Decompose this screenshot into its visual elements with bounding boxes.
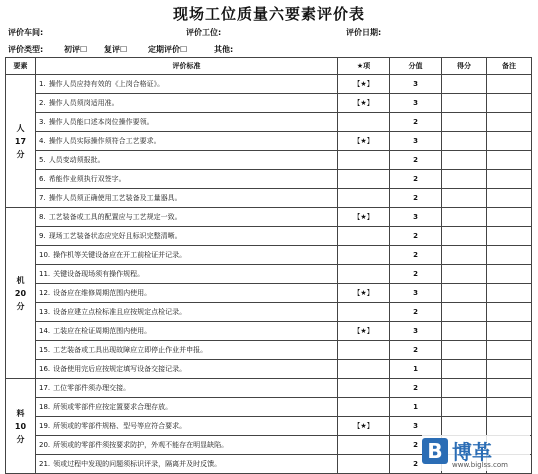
criteria-text: 操作人员应持有效的《上岗合格证》。: [48, 80, 165, 88]
points-cell: 2: [390, 341, 442, 360]
criteria-cell: [36, 227, 338, 246]
score-input-cell[interactable]: [442, 341, 487, 360]
remarks-cell[interactable]: [487, 132, 532, 151]
points-cell: 2: [390, 379, 442, 398]
criteria-text: 工艺装备或工具出现故障应立即停止作业并申报。: [53, 346, 208, 354]
criteria-cell: [36, 265, 338, 284]
criteria-cell: [36, 94, 338, 113]
criteria-text: 设备应在维修周期范围内使用。: [53, 289, 152, 297]
category-cell: 料 10 分: [6, 379, 36, 474]
table-row: [6, 94, 532, 113]
star-cell: [338, 265, 390, 284]
remarks-cell[interactable]: [487, 265, 532, 284]
item-number: 19.: [39, 422, 51, 430]
points-cell: 2: [390, 113, 442, 132]
criteria-cell: [36, 189, 338, 208]
page-title: 现场工位质量六要素评价表: [172, 5, 365, 23]
table-row: [6, 284, 532, 303]
item-number: 8.: [39, 213, 46, 221]
star-cell: [338, 303, 390, 322]
table-row: [6, 246, 532, 265]
header-star: ★项: [338, 58, 390, 75]
header-element: 要素: [6, 58, 36, 75]
item-number: 12.: [39, 289, 51, 297]
header-points: 分值: [390, 58, 442, 75]
remarks-cell[interactable]: [487, 303, 532, 322]
item-number: 13.: [39, 308, 51, 316]
criteria-cell: [36, 417, 338, 436]
points-cell: 2: [390, 436, 442, 455]
star-cell: [338, 379, 390, 398]
criteria-text: 希能作业须执行双签字。: [48, 175, 126, 183]
evaluation-table: [5, 57, 532, 474]
logo: [422, 435, 530, 471]
score-input-cell[interactable]: [442, 170, 487, 189]
star-cell: [338, 436, 390, 455]
points-cell: 3: [390, 322, 442, 341]
date-label: 评价日期:: [346, 28, 382, 37]
table-row: [6, 398, 532, 417]
score-input-cell[interactable]: [442, 379, 487, 398]
score-input-cell[interactable]: [442, 265, 487, 284]
header-remarks: 备注: [487, 58, 532, 75]
option-periodic[interactable]: 定期评价☐: [148, 45, 188, 54]
criteria-cell: [36, 151, 338, 170]
points-cell: 3: [390, 284, 442, 303]
star-cell: 【★】: [338, 417, 390, 436]
remarks-cell[interactable]: [487, 341, 532, 360]
criteria-cell: [36, 246, 338, 265]
table-row: [6, 227, 532, 246]
star-cell: [338, 246, 390, 265]
header-criteria: 评价标准: [36, 58, 338, 75]
station-label: 评价工位:: [186, 28, 222, 37]
criteria-cell: [36, 360, 338, 379]
item-number: 20.: [39, 441, 51, 449]
criteria-cell: [36, 132, 338, 151]
criteria-cell: [36, 322, 338, 341]
points-cell: 3: [390, 208, 442, 227]
star-cell: [338, 455, 390, 474]
table-row: [6, 151, 532, 170]
criteria-text: 操作人员须岗适用准。: [48, 99, 119, 107]
remarks-cell[interactable]: [487, 227, 532, 246]
criteria-text: 操作机等关键设备应在开工前检证并记录。: [53, 251, 187, 259]
star-cell: [338, 227, 390, 246]
remarks-cell[interactable]: [487, 417, 532, 436]
star-cell: 【★】: [338, 208, 390, 227]
score-input-cell[interactable]: [442, 284, 487, 303]
criteria-cell: [36, 303, 338, 322]
star-cell: 【★】: [338, 94, 390, 113]
criteria-cell: [36, 113, 338, 132]
remarks-cell[interactable]: [487, 208, 532, 227]
points-cell: 3: [390, 417, 442, 436]
table-row: [6, 379, 532, 398]
remarks-cell[interactable]: [487, 398, 532, 417]
category-cell: 人 17 分: [6, 75, 36, 208]
remarks-cell[interactable]: [487, 170, 532, 189]
item-number: 5.: [39, 156, 46, 164]
star-cell: [338, 151, 390, 170]
star-cell: 【★】: [338, 75, 390, 94]
points-cell: 2: [390, 189, 442, 208]
table-row: [6, 170, 532, 189]
criteria-cell: [36, 455, 338, 474]
category-cell: 机 20 分: [6, 208, 36, 379]
remarks-cell[interactable]: [487, 94, 532, 113]
points-cell: 2: [390, 170, 442, 189]
criteria-cell: [36, 379, 338, 398]
remarks-cell[interactable]: [487, 189, 532, 208]
item-number: 2.: [39, 99, 46, 107]
item-number: 6.: [39, 175, 46, 183]
points-cell: 2: [390, 227, 442, 246]
score-input-cell[interactable]: [442, 398, 487, 417]
criteria-text: 关键设备现场须有操作规程。: [53, 270, 145, 278]
table-header: [6, 58, 532, 75]
item-number: 17.: [39, 384, 51, 392]
header-score: 得分: [442, 58, 487, 75]
star-cell: 【★】: [338, 284, 390, 303]
score-input-cell[interactable]: [442, 189, 487, 208]
criteria-text: 操作人员能口述本岗位操作要领。: [48, 118, 154, 126]
criteria-text: 领或过程中发现的问题须标识评录，隔离并及时反馈。: [53, 460, 222, 468]
score-input-cell[interactable]: [442, 208, 487, 227]
item-number: 21.: [39, 460, 51, 468]
criteria-cell: [36, 341, 338, 360]
table-row: [6, 265, 532, 284]
score-input-cell[interactable]: [442, 303, 487, 322]
criteria-text: 所领或的零部件规格、型号等应符合要求。: [53, 422, 187, 430]
points-cell: 3: [390, 132, 442, 151]
criteria-cell: [36, 208, 338, 227]
criteria-cell: [36, 75, 338, 94]
criteria-cell: [36, 398, 338, 417]
item-number: 15.: [39, 346, 51, 354]
remarks-cell[interactable]: [487, 322, 532, 341]
score-input-cell[interactable]: [442, 417, 487, 436]
points-cell: 2: [390, 265, 442, 284]
remarks-cell[interactable]: [487, 379, 532, 398]
logo-name: 博革: [452, 440, 492, 464]
item-number: 4.: [39, 137, 46, 145]
table-body: [6, 75, 532, 474]
item-number: 11.: [39, 270, 51, 278]
criteria-text: 所领或零部件应按定置要求合理存放。: [53, 403, 173, 411]
criteria-text: 操作人员须正确使用工艺装备及工量器具。: [48, 194, 182, 202]
points-cell: 2: [390, 246, 442, 265]
item-number: 18.: [39, 403, 51, 411]
option-initial[interactable]: 初评☐: [64, 45, 88, 54]
score-input-cell[interactable]: [442, 151, 487, 170]
criteria-text: 工装应在检证周期范围内使用。: [53, 327, 152, 335]
criteria-text: 所领或的零部件须按要求防护，外观不能存在明显缺陷。: [53, 441, 229, 449]
score-input-cell[interactable]: [442, 246, 487, 265]
points-cell: 1: [390, 360, 442, 379]
remarks-cell[interactable]: [487, 246, 532, 265]
item-number: 3.: [39, 118, 46, 126]
workshop-label: 评价车间:: [8, 28, 44, 37]
star-cell: 【★】: [338, 132, 390, 151]
type-label: 评价类型:: [8, 45, 44, 54]
table-row: [6, 303, 532, 322]
criteria-text: 工艺装备或工具的配置应与工艺规定一致。: [48, 213, 182, 221]
star-cell: [338, 398, 390, 417]
points-cell: 1: [390, 398, 442, 417]
criteria-text: 人员变动须报批。: [48, 156, 105, 164]
points-cell: 3: [390, 94, 442, 113]
criteria-cell: [36, 436, 338, 455]
criteria-text: 操作人员实际操作须符合工艺要求。: [48, 137, 161, 145]
score-input-cell[interactable]: [442, 94, 487, 113]
points-cell: 2: [390, 303, 442, 322]
score-input-cell[interactable]: [442, 360, 487, 379]
score-input-cell[interactable]: [442, 227, 487, 246]
criteria-text: 设备应建立点检标准且应按规定点检记录。: [53, 308, 187, 316]
score-input-cell[interactable]: [442, 322, 487, 341]
remarks-cell[interactable]: [487, 113, 532, 132]
item-number: 14.: [39, 327, 51, 335]
table-row: [6, 341, 532, 360]
score-input-cell[interactable]: [442, 113, 487, 132]
table-row: [6, 132, 532, 151]
star-cell: [338, 360, 390, 379]
score-input-cell[interactable]: [442, 75, 487, 94]
criteria-cell: [36, 284, 338, 303]
option-review[interactable]: 复评☐: [104, 45, 128, 54]
table-row: [6, 113, 532, 132]
remarks-cell[interactable]: [487, 360, 532, 379]
table-row: [6, 189, 532, 208]
star-cell: [338, 113, 390, 132]
table-row: [6, 417, 532, 436]
score-input-cell[interactable]: [442, 132, 487, 151]
table-row: [6, 322, 532, 341]
other-label: 其他:: [214, 45, 234, 54]
table-row: [6, 208, 532, 227]
star-cell: [338, 189, 390, 208]
star-cell: 【★】: [338, 322, 390, 341]
criteria-cell: [36, 170, 338, 189]
points-cell: 2: [390, 151, 442, 170]
remarks-cell[interactable]: [487, 75, 532, 94]
table-row: [6, 75, 532, 94]
points-cell: 2: [390, 455, 442, 474]
item-number: 16.: [39, 365, 51, 373]
remarks-cell[interactable]: [487, 151, 532, 170]
item-number: 1.: [39, 80, 46, 88]
star-cell: [338, 341, 390, 360]
logo-url: www.biglss.com: [452, 461, 509, 469]
criteria-text: 设备使用完后应按规定填写设备交接记录。: [53, 365, 187, 373]
criteria-text: 工位零部件须办理交接。: [53, 384, 131, 392]
item-number: 7.: [39, 194, 46, 202]
remarks-cell[interactable]: [487, 284, 532, 303]
logo-mark-icon: B: [422, 438, 448, 464]
item-number: 10.: [39, 251, 51, 259]
item-number: 9.: [39, 232, 46, 240]
table-row: [6, 360, 532, 379]
criteria-text: 现场工艺装备状态应完好且标识完整清晰。: [48, 232, 182, 240]
points-cell: 3: [390, 75, 442, 94]
star-cell: [338, 170, 390, 189]
